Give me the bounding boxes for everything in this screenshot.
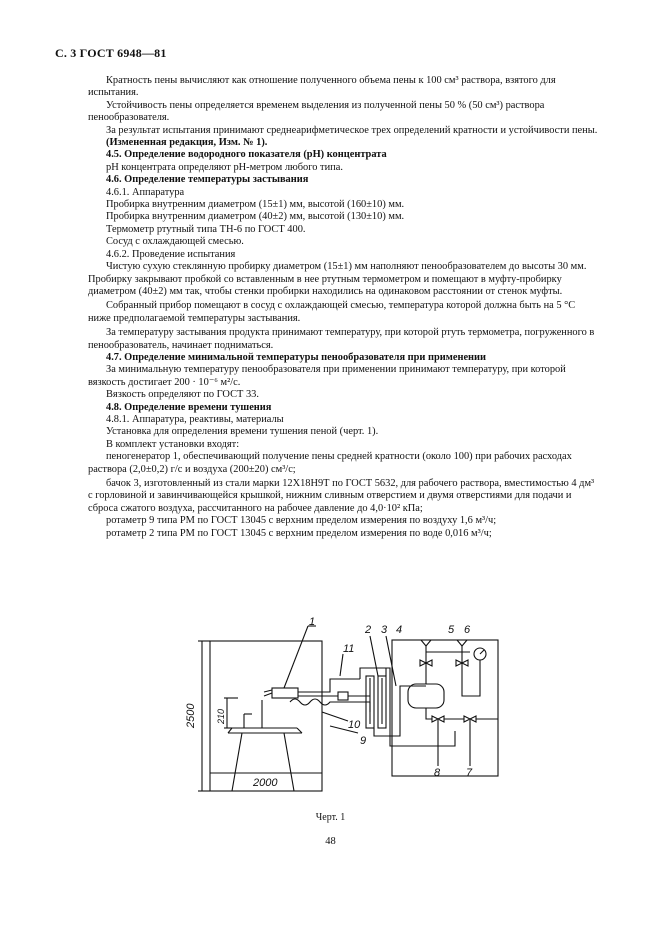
tank-3 <box>408 684 444 708</box>
label-4: 4 <box>396 624 403 636</box>
paragraph: За результат испытания принимают среднеарифметическое трех определений кратности и устойчивости пены. <box>106 124 598 136</box>
paragraph: За температуру застывания продукта принимают температуру, при которой ртуть термометра, погруженного в пенообразователь, начинает подниматься. <box>88 327 595 351</box>
paragraph: За минимальную температуру пенообразователя при применении принимают температуру, при которой вязкость достигает 200 · 10⁻⁶ м²/с. <box>88 364 566 388</box>
label-8: 8 <box>434 767 441 779</box>
paragraph: Чистую сухую стеклянную пробирку диаметром (15±1) мм наполняют пенообразователем до высоты 30 мм. Пробирку закрывают пробкой со вставленным в нее ртутным термометром и помещают в муфту-пробирку диаметром (40±2) мм так, чтобы стенки пробирки находились на одинаковом расстоянии от стенок муфты. <box>88 261 587 297</box>
paragraph: 4.5. Определение водородного показателя (рН) концентрата <box>106 149 387 161</box>
paragraph: ротаметр 9 типа РМ по ГОСТ 13045 с верхним пределом измерения по воздуху 1,6 м³/ч; <box>106 515 497 527</box>
paragraph: Пробирка внутренним диаметром (15±1) мм, высотой (160±10) мм. <box>106 199 405 211</box>
paragraph: Вязкость определяют по ГОСТ 33. <box>106 389 259 401</box>
label-9: 9 <box>360 735 367 747</box>
paragraph: В комплект установки входят: <box>106 438 240 450</box>
foam-generator <box>272 688 298 698</box>
paragraph: (Измененная редакция, Изм. № 1). <box>106 137 268 149</box>
dim-small: 210 <box>216 708 226 724</box>
paragraph: Сосуд с охлаждающей смесью. <box>106 236 244 248</box>
figure-diagram <box>180 616 510 801</box>
label-6: 6 <box>464 624 471 636</box>
label-2: 2 <box>365 624 372 636</box>
paragraph: Устойчивость пены определяется временем выделения из полученной пены 50 % (50 см³) раствора пенообразователя. <box>88 99 545 124</box>
page-header: С. 3 ГОСТ 6948—81 <box>55 46 167 60</box>
figure-caption: Черт. 1 <box>315 812 346 823</box>
paragraph: ротаметр 2 типа РМ по ГОСТ 13045 с верхним пределом измерения по воде 0,016 м³/ч; <box>106 527 492 539</box>
paragraph: 4.6.2. Проведение испытания <box>106 248 236 260</box>
paragraph: Кратность пены вычисляют как отношение полученного объема пены к 100 см³ раствора, взятого для испытания. <box>88 75 556 99</box>
label-11: 11 <box>343 643 355 655</box>
dim-width: 2000 <box>253 777 278 789</box>
paragraph: бачок 3, изготовленный из стали марки 12Х18Н9Т по ГОСТ 5632, для рабочего раствора, вместимостью 4 дм³ с горловиной и завинчивающейся крышкой, нижним сливным отверстием и двумя отверстиями для подачи и сброса сжатого воздуха, рассчитанного на рабочее давление до 4,0·10² кПа; <box>88 478 595 514</box>
paragraph: Термометр ртутный типа ТН-6 по ГОСТ 400. <box>106 223 306 235</box>
paragraph: 4.8. Определение времени тушения <box>106 401 272 413</box>
label-10: 10 <box>348 719 361 731</box>
label-3: 3 <box>381 624 388 636</box>
label-5: 5 <box>448 624 455 636</box>
paragraph: 4.6.1. Аппаратура <box>106 186 185 198</box>
paragraph: Собранный прибор помещают в сосуд с охлаждающей смесью, температура которой должна быть на 5 °С ниже предполагаемой температуры застывания. <box>88 300 576 324</box>
paragraph: Установка для определения времени тушения пеной (черт. 1). <box>106 426 379 438</box>
paragraph: рН концентрата определяют рН-метром любого типа. <box>106 161 343 173</box>
paragraph: пеногенератор 1, обеспечивающий получение пены средней кратности (около 100) при рабочих расходах раствора (2,0±0,2) г/с и воздуха (200±20) см³/с; <box>88 451 572 475</box>
paragraph: 4.8.1. Аппаратура, реактивы, материалы <box>106 413 284 425</box>
label-1: 1 <box>309 616 316 628</box>
paragraph: Пробирка внутренним диаметром (40±2) мм, высотой (130±10) мм. <box>106 211 405 223</box>
paragraph: 4.7. Определение минимальной температуры пенообразователя при применении <box>106 351 487 363</box>
paragraph: 4.6. Определение температуры застывания <box>106 174 309 186</box>
label-7: 7 <box>466 767 473 779</box>
page-number: 48 <box>325 836 336 847</box>
dim-height: 2500 <box>185 703 197 728</box>
body-text <box>88 75 598 540</box>
